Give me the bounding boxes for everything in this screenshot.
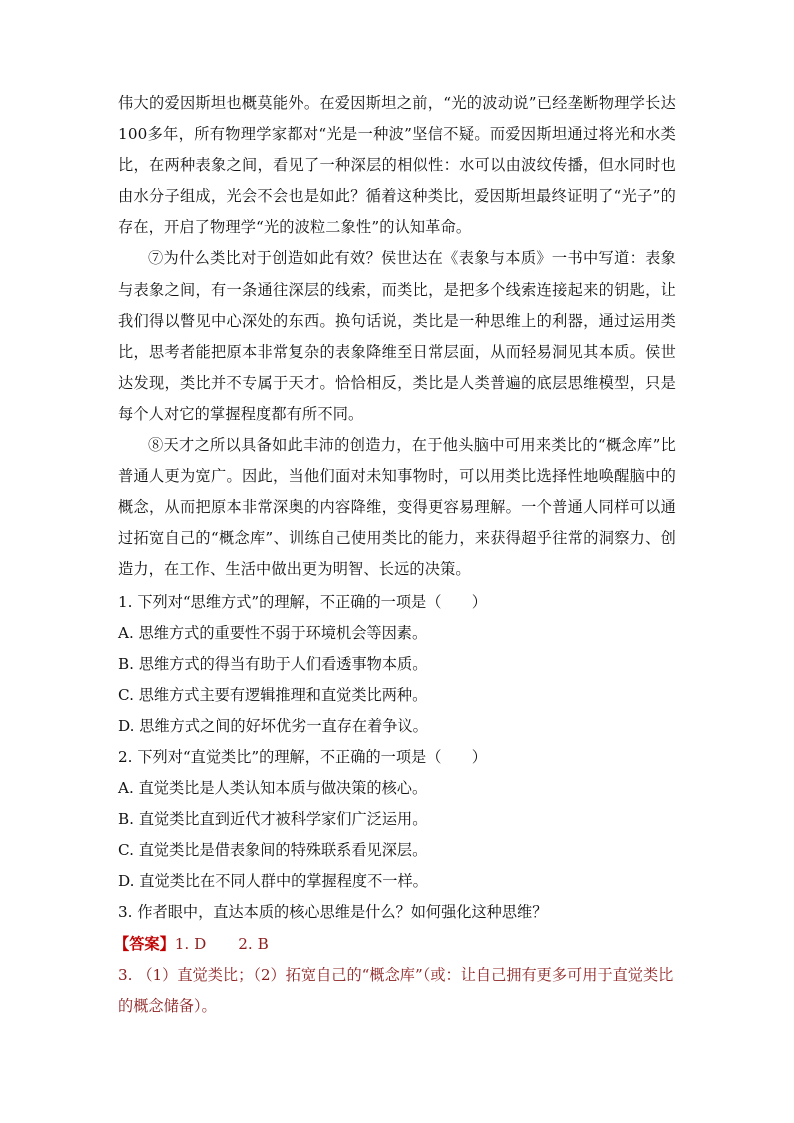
paragraph-7: ⑦为什么类比对于创造如此有效？侯世达在《表象与本质》一书中写道：表象与表象之间，有一条通往深层的线索，而类比，是把多个线索连接起来的钥匙，让我们得以瞥见中心深处的东西。换句话说，类比是一种思维上的利器，通过运用类比，思考者能把原本非常复杂的表象降维至日常层面，从而轻易洞见其本质。侯世达发现，类比并不专属于天才。恰恰相反，类比是人类普遍的底层思维模型，只是每个人对它的掌握程度都有所不同。 [118, 249, 676, 423]
question-2-option-d: D. 直觉类比在不同人群中的掌握程度不一样。 [118, 872, 428, 891]
question-1-option-c: C. 思维方式主要有逻辑推理和直觉类比两种。 [118, 685, 428, 704]
question-1-option-d: D. 思维方式之间的好坏优劣一直存在着争议。 [118, 716, 428, 735]
passage [118, 88, 676, 586]
question-2-option-a: A. 直觉类比是人类认知本质与做决策的核心。 [118, 779, 428, 798]
answer-label: 【答案】 [114, 934, 175, 953]
answer-line [114, 929, 676, 960]
questions [114, 587, 676, 960]
answer-1: 1. D [174, 934, 207, 953]
question-2-stem: 2. 下列对“直觉类比”的理解，不正确的一项是（ ） [118, 747, 487, 766]
question-1-option-a: A. 思维方式的重要性不弱于环境机会等因素。 [118, 623, 428, 642]
question-2-option-c: C. 直觉类比是借表象间的特殊联系看见深层。 [118, 841, 428, 860]
question-1-option-b: B. 思维方式的得当有助于人们看透事物本质。 [118, 654, 428, 673]
document-content [114, 88, 676, 1022]
question-2-option-b: B. 直觉类比直到近代才被科学家们广泛运用。 [118, 810, 428, 829]
answer-2: 2. B [238, 934, 269, 953]
question-1-stem: 1. 下列对“思维方式”的理解，不正确的一项是（ ） [118, 592, 487, 611]
answer-3: 3. （1）直觉类比；（2）拓宽自己的“概念库”（或：让自己拥有更多可用于直觉类比的概念储备）。 [118, 965, 674, 1015]
question-3-stem: 3. 作者眼中，直达本质的核心思维是什么？如何强化这种思维？ [118, 903, 548, 922]
paragraph-6: 伟大的爱因斯坦也概莫能外。在爱因斯坦之前，“光的波动说”已经垄断物理学长达100多年，所有物理学家都对“光是一种波”坚信不疑。而爱因斯坦通过将光和水类比，在两种表象之间，看见了一种深层的相似性：水可以由波纹传播，但水同时也由水分子组成，光会不会也是如此？循着这种类比，爱因斯坦最终证明了“光子”的存在，开启了物理学“光的波粒二象性”的认知革命。 [118, 94, 676, 237]
paragraph-8: ⑧天才之所以具备如此丰沛的创造力，在于他头脑中可用来类比的“概念库”比普通人更为宽广。因此，当他们面对未知事物时，可以用类比选择性地唤醒脑中的概念，从而把原本非常深奥的内容降维，变得更容易理解。一个普通人同样可以通过拓宽自己的“概念库”、训练自己使用类比的能力，来获得超乎往常的洞察力、创造力，在工作、生活中做出更为明智、长远的决策。 [118, 436, 676, 579]
